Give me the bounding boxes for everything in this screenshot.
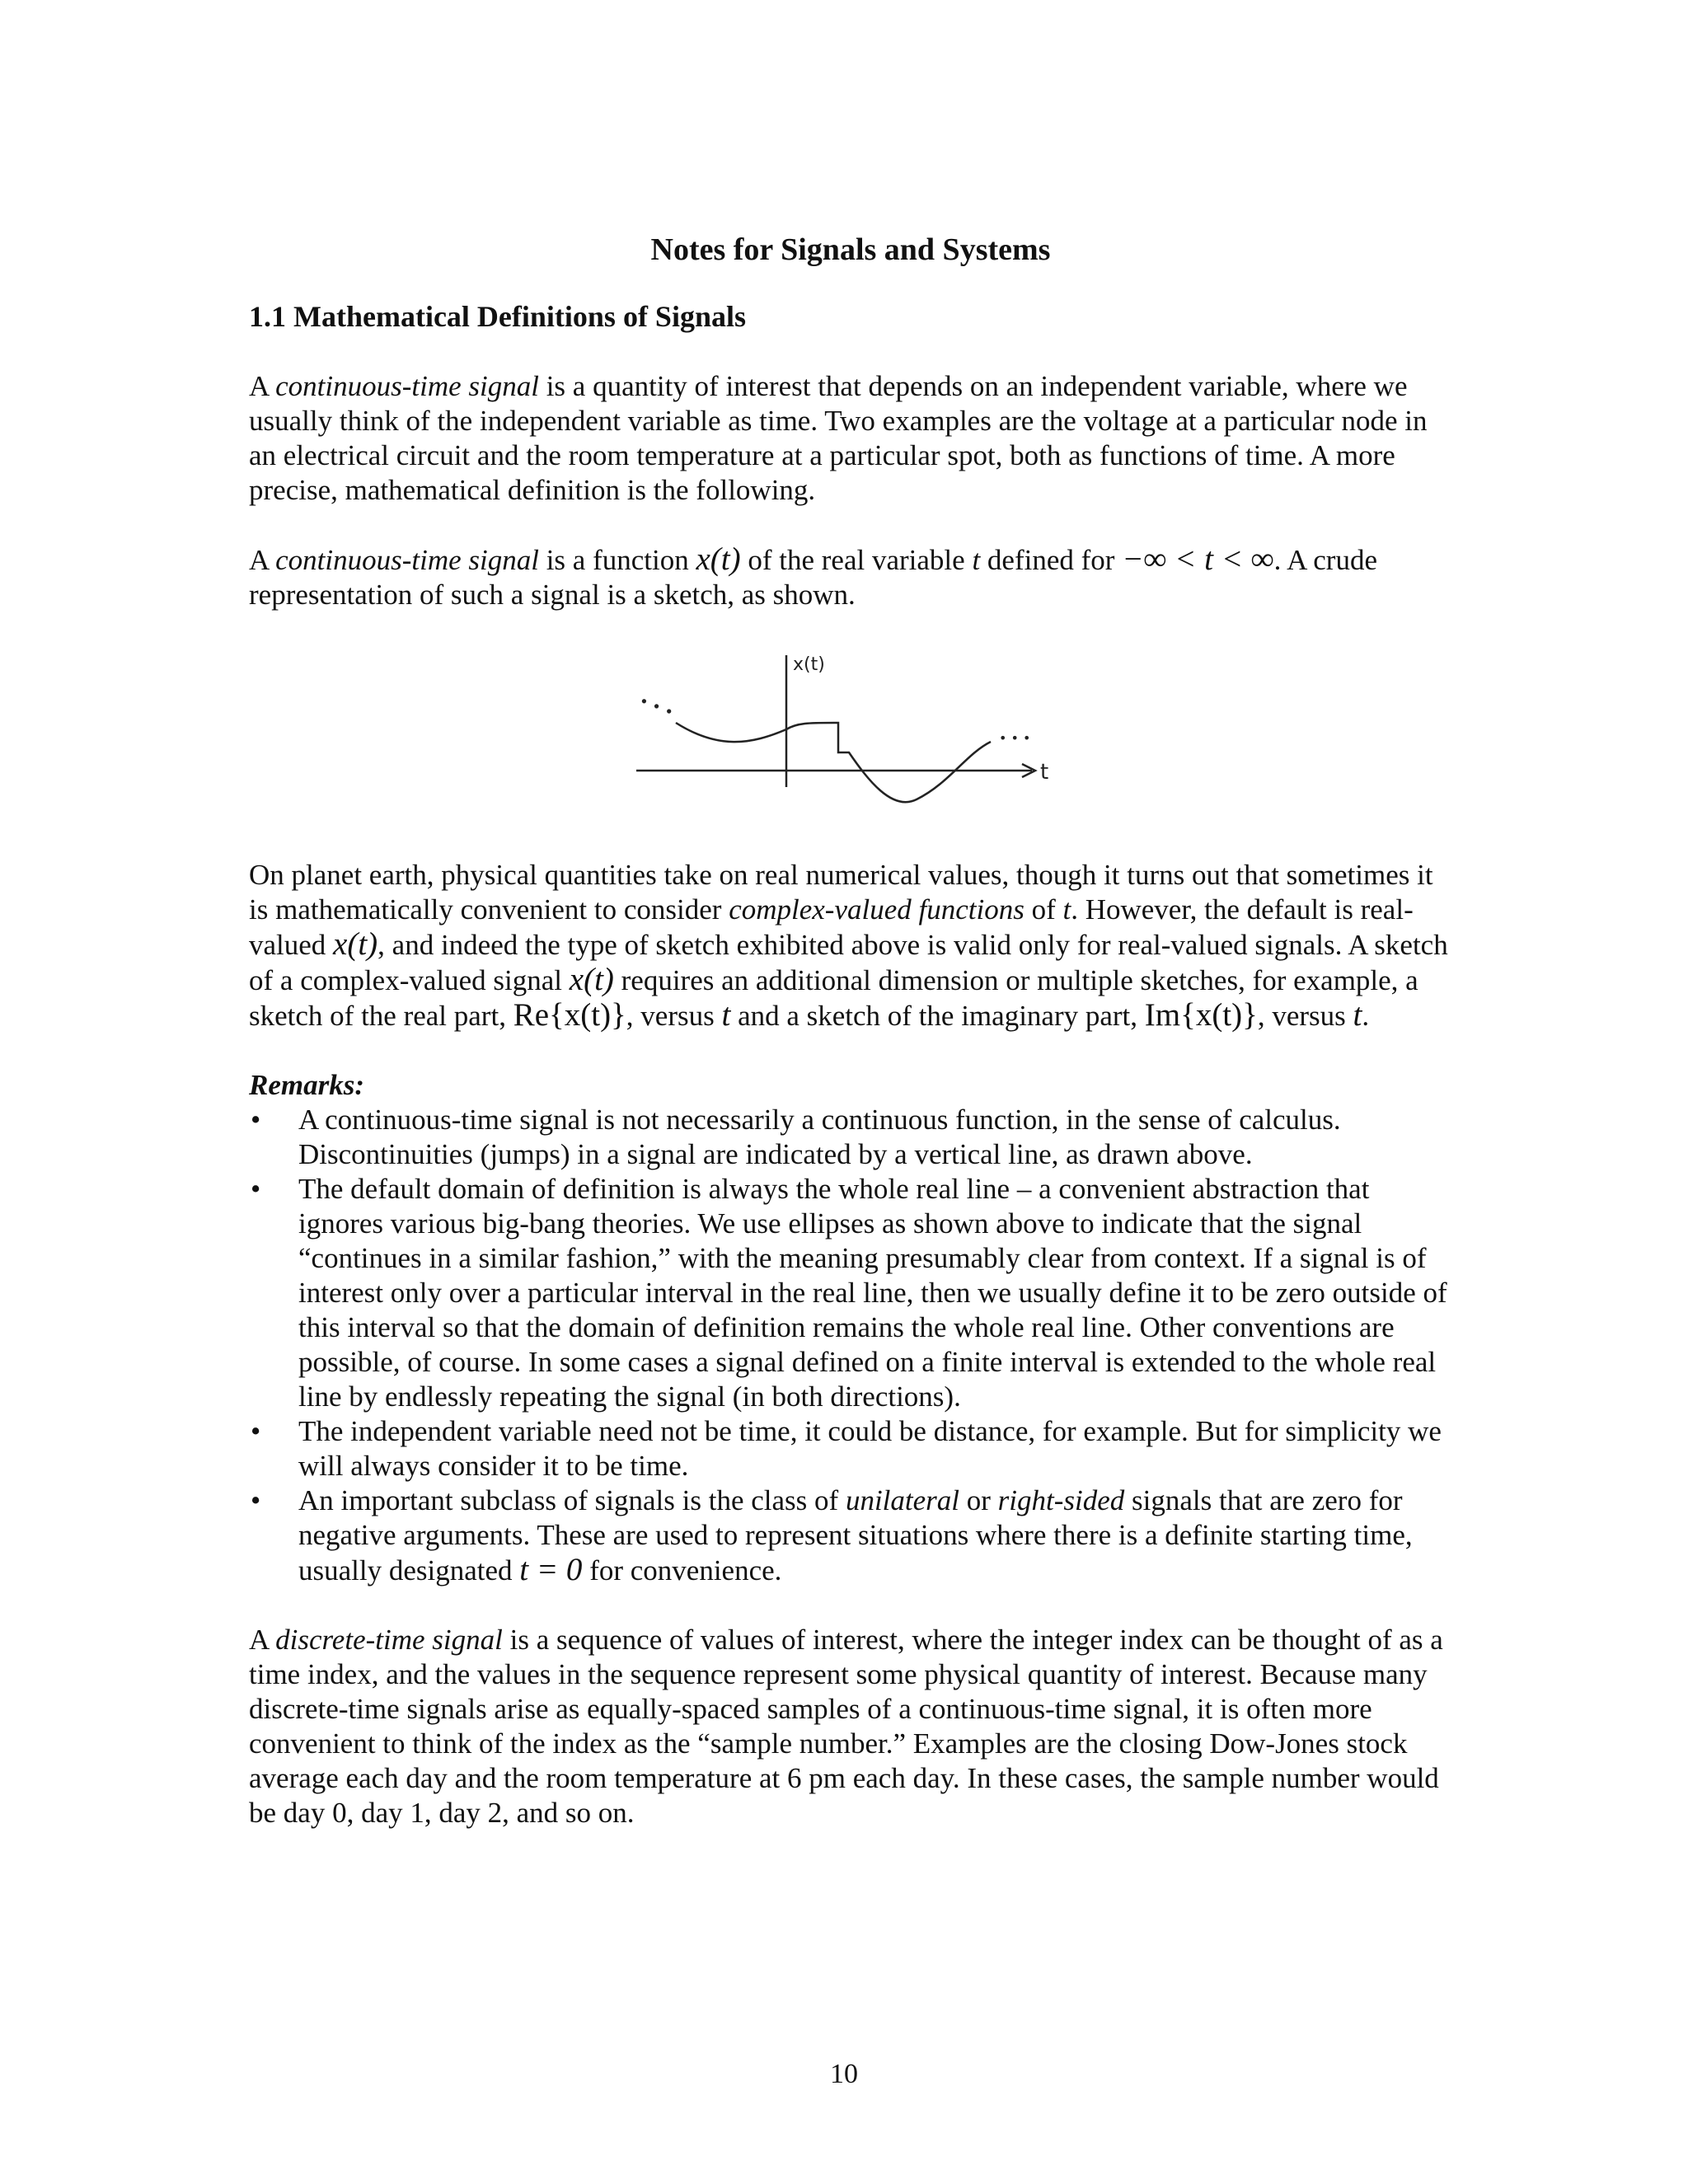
p3-s7: and a sketch of the imaginary part, bbox=[730, 1000, 1145, 1032]
p3-term: complex-valued functions bbox=[729, 893, 1025, 926]
p2-pre: A bbox=[249, 544, 276, 576]
signal-sketch bbox=[620, 647, 1081, 812]
p4-post: is a sequence of values of interest, where the integer index can be thought of as a time index, and the values in the sequence represent some physical quantity of interest. Because many discrete-time signals arise as equally-spaced samples of a continuous-time signal, it is often more convenient to think of the index as the “sample number.” Examples are the closing Dow-Jones stock average each day and the room temperature at 6 pm each day. In these cases, the sample number would be day 0, day 1, day 2, and so on. bbox=[249, 1624, 1443, 1829]
paragraph-2 bbox=[249, 542, 1452, 612]
p2-var-t: t bbox=[972, 544, 981, 576]
bullet: • bbox=[251, 1415, 261, 1447]
p3-math-xt-1: x(t) bbox=[333, 926, 378, 962]
document-title: Notes for Signals and Systems bbox=[650, 232, 1051, 267]
remark-4-math: t = 0 bbox=[519, 1552, 583, 1587]
p3-t2: t bbox=[721, 997, 731, 1033]
paragraph-3 bbox=[249, 858, 1452, 1033]
remark-4-term-right-sided: right-sided bbox=[997, 1484, 1125, 1516]
p3-math-xt-2: x(t) bbox=[569, 962, 614, 997]
page-content bbox=[249, 231, 1452, 1865]
remark-4-term-unilateral: unilateral bbox=[845, 1484, 960, 1516]
p3-s2: of bbox=[1024, 893, 1063, 926]
p3-s3: . However, the default is real-valued bbox=[249, 893, 1414, 961]
p3-s5: requires an additional dimension or multiple sketches, for example, a sketch of the real part, bbox=[249, 964, 1418, 1032]
remark-1-text: A continuous-time signal is not necessarily a continuous function, in the sense of calculus. Discontinuities (jumps) in a signal are indicated by a vertical line, as drawn above. bbox=[298, 1104, 1341, 1170]
p3-t1: t bbox=[1062, 893, 1071, 926]
remark-4-s4: for convenience. bbox=[582, 1554, 782, 1586]
p2-mid3: defined for bbox=[980, 544, 1123, 576]
bullet: • bbox=[251, 1484, 261, 1516]
paragraph-4 bbox=[249, 1623, 1452, 1830]
p1-term: continuous-time signal bbox=[275, 370, 539, 402]
signal-curve bbox=[676, 723, 991, 802]
p1-post: is a quantity of interest that depends on an independent variable, where we usually think of the independent variable as time. Two examples are the voltage at a particular node in an electrical circuit and the room temperature at a particular spot, both as functions of time. A more precise, mathematical definition is the following. bbox=[249, 370, 1428, 506]
p2-mid2: of the real variable bbox=[740, 544, 973, 576]
p2-term: continuous-time signal bbox=[275, 544, 539, 576]
p2-math-xt: x(t) bbox=[696, 541, 741, 577]
p2-math-range: −∞ < t < ∞ bbox=[1122, 541, 1274, 577]
remark-4-s2: or bbox=[959, 1484, 998, 1516]
remarks-heading: Remarks: bbox=[249, 1069, 364, 1101]
left-ellipsis: • • • bbox=[636, 692, 677, 722]
p1-pre: A bbox=[249, 370, 276, 402]
remark-4-s3: signals that are zero for negative arguments. These are used to represent situations where there is a definite starting time, usually designated bbox=[298, 1484, 1413, 1586]
p3-math-re: Re{x(t)} bbox=[513, 997, 626, 1033]
remark-item-3 bbox=[249, 1414, 1452, 1483]
p3-t3: t bbox=[1353, 997, 1362, 1033]
paragraph-1 bbox=[249, 369, 1452, 508]
p3-s1: On planet earth, physical quantities take on real numerical values, though it turns out that sometimes it is mathematically convenient to consider bbox=[249, 859, 1433, 926]
remarks-list bbox=[249, 1103, 1452, 1588]
p4-pre: A bbox=[249, 1624, 276, 1656]
section-heading: 1.1 Mathematical Definitions of Signals bbox=[249, 300, 746, 333]
right-ellipsis: • • • bbox=[999, 730, 1031, 746]
remark-2-text: The default domain of definition is always the whole real line – a convenient abstraction that ignores various big-bang theories. We use ellipses as shown above to indicate that the signal “continues in a similar fashion,” with the meaning presumably clear from context. If a signal is of interest only over a particular interval in the real line, then we usually define it to be zero outside of this interval so that the domain of definition remains the whole real line. Other conventions are possible, of course. In some cases a signal defined on a finite interval is extended to the whole real line by endlessly repeating the signal (in both directions). bbox=[298, 1173, 1447, 1413]
p3-s9: . bbox=[1362, 1000, 1370, 1032]
remark-item-1 bbox=[249, 1103, 1452, 1172]
p2-mid1: is a function bbox=[538, 544, 696, 576]
p3-s6: , versus bbox=[626, 1000, 722, 1032]
p3-s4: , and indeed the type of sketch exhibited above is valid only for real-valued signals. A sketch of a complex-valued signal bbox=[249, 929, 1448, 996]
p3-math-im: Im{x(t)} bbox=[1144, 997, 1258, 1033]
remark-4-s1: An important subclass of signals is the class of bbox=[298, 1484, 846, 1516]
amplitude-axis-label: x(t) bbox=[793, 654, 825, 675]
p3-s8: , versus bbox=[1257, 1000, 1353, 1032]
bullet: • bbox=[251, 1173, 261, 1205]
signal-sketch-figure bbox=[249, 647, 1452, 812]
remark-3-text: The independent variable need not be time, it could be distance, for example. But for simplicity we will always consider it to be time. bbox=[298, 1415, 1442, 1482]
time-axis-label: t bbox=[1040, 760, 1049, 785]
p2-post: . A crude representation of such a signal is a sketch, as shown. bbox=[249, 544, 1377, 611]
p4-term: discrete-time signal bbox=[275, 1624, 503, 1656]
remark-item-2 bbox=[249, 1172, 1452, 1414]
page-number: 10 bbox=[830, 2059, 858, 2089]
bullet: • bbox=[251, 1104, 261, 1136]
remark-item-4 bbox=[249, 1483, 1452, 1588]
